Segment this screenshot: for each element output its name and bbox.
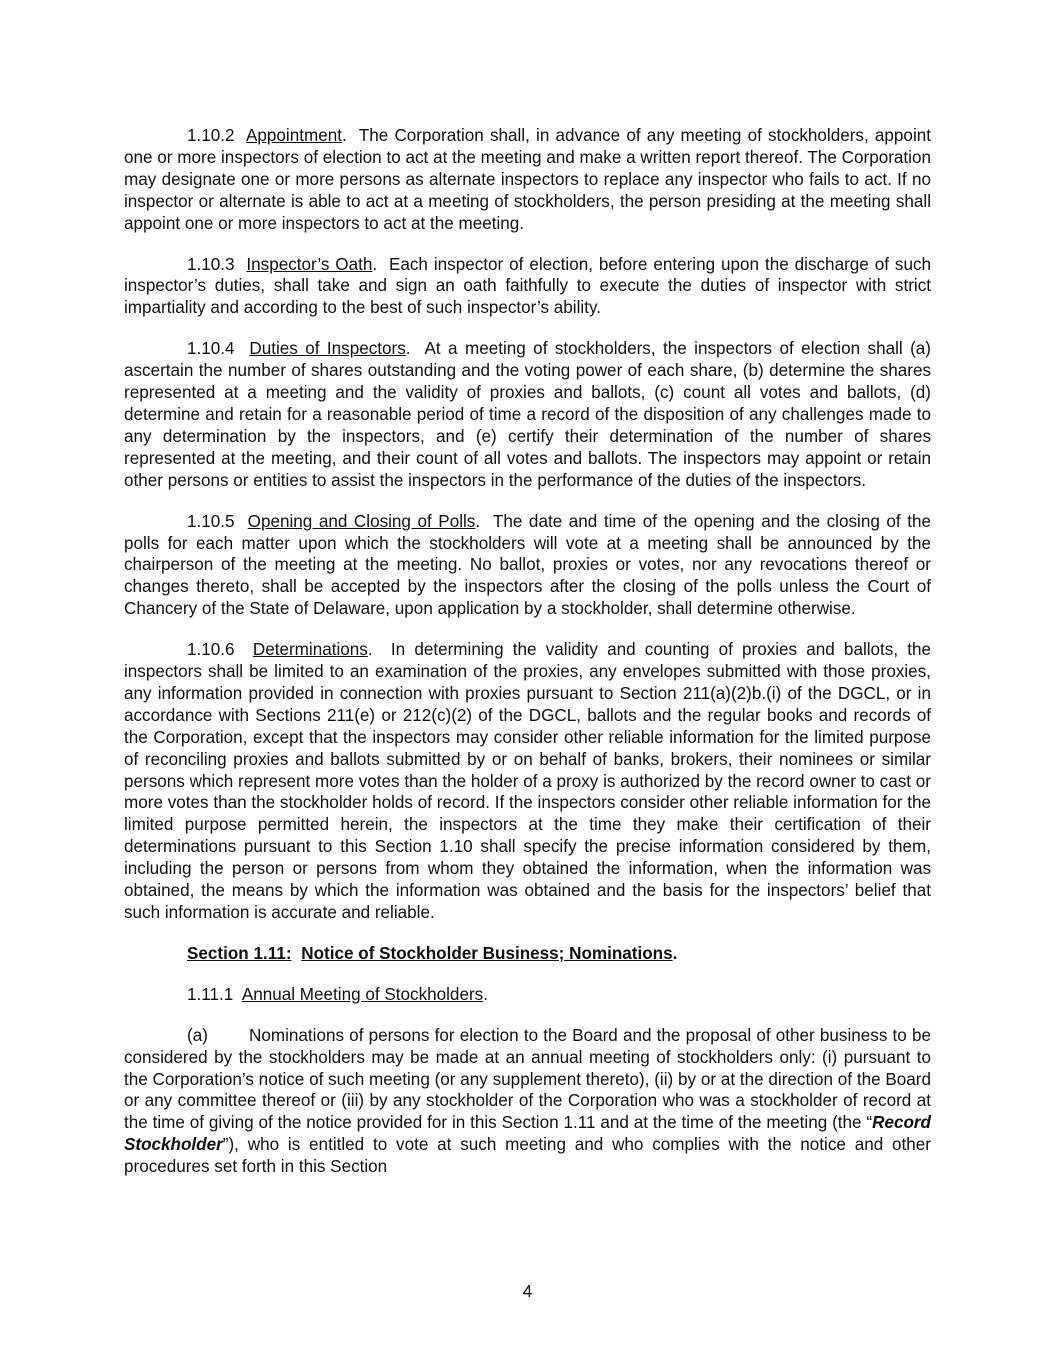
section-heading: Appointment xyxy=(245,126,342,145)
defined-term: Record Stockholder xyxy=(124,1113,931,1155)
section-text: Each inspector of election, before entering upon the discharge of such inspector’s duties, shall take and sign an oath faithfully to execute the duties of inspector with strict impartiality and according to the best of such inspector’s ability. xyxy=(124,254,931,318)
section-text: At a meeting of stockholders, the inspectors of election shall (a) ascertain the number of shares outstanding and the voting power of each share, (b) determine the shares represented at a meeting and the validity of proxies and ballots, (c) count all votes and ballots, (d) determine and retain for a reasonable period of time a record of the disposition of any challenges made to any determination by the inspectors, and (e) certify their determination of the number of shares represented at the meeting, and their count of all votes and ballots. The inspectors may appoint or retain other persons or entities to assist the inspectors in the performance of the duties of the inspectors. xyxy=(124,339,931,490)
section-1-10-4: 1.10.4 Duties of Inspectors. At a meeting of stockholders, the inspectors of election shall (a) ascertain the number of shares outstanding and the voting power of each share, (b) determine the shares represented at a meeting and the validity of proxies and ballots, (c) count all votes and ballots, (d) determine and retain for a reasonable period of time a record of the disposition of any challenges made to any determination by the inspectors, and (e) certify their determination of the number of shares represented at the meeting, and their count of all votes and ballots. The inspectors may appoint or retain other persons or entities to assist the inspectors in the performance of the duties of the inspectors. xyxy=(124,339,931,490)
section-number: 1.10.2 xyxy=(187,126,235,145)
subsection-heading: Annual Meeting of Stockholders xyxy=(241,984,484,1004)
paragraph-text: Nominations of persons for election to the Board and the proposal of other business to be considered by the stockholders may be made at an annual meeting of stockholders only: (i) pursuant to the Corporation’s notice of such meeting (or any supplement thereto), (ii) by or at the direction of the Board or any committee thereof or (iii) by any stockholder of the Corporation who was a stockholder of record at the time of giving of the notice provided for in this Section 1.11 and at the time of the meeting (the “ xyxy=(124,1025,931,1133)
section-1-11-title: Notice of Stockholder Business; Nominations xyxy=(301,943,673,963)
section-1-10-6: 1.10.6 Determinations. In determining the validity and counting of proxies and ballots, the inspectors shall be limited to an examination of the proxies, any envelopes submitted with those proxies, any information provided in connection with proxies pursuant to Section 211(a)(2)b.(i) of the DGCL, or in accordance with Sections 211(e) or 212(c)(2) of the DGCL, ballots and the regular books and records of the Corporation, except that the inspectors may consider other reliable information for the limited purpose of reconciling proxies and ballots submitted by or on behalf of banks, brokers, their nominees or similar persons which represent more votes than the holder of a proxy is authorized by the record owner to cast or more votes than the stockholder holds of record. If the inspectors consider other reliable information for the limited purpose permitted herein, the inspectors at the time they make their certification of their determinations pursuant to this Section 1.10 shall specify the precise information considered by them, including the person or persons from whom they obtained the information, when the information was obtained, the means by which the information was obtained and the basis for the inspectors’ belief that such information is accurate and reliable. xyxy=(124,640,932,922)
page-number: 4 xyxy=(522,1282,533,1301)
paragraph-text-continued: ”), who is entitled to vote at such meeting and who complies with the notice and other procedures set forth in this Section xyxy=(124,1135,931,1177)
section-1-10-5: 1.10.5 Opening and Closing of Polls. The date and time of the opening and the closing of the polls for each matter upon which the stockholders will vote at a meeting shall be announced by the chairperson of the meeting at the meeting. No ballot, proxies or votes, nor any revocations thereof or changes thereto, shall be accepted by the inspectors after the closing of the polls unless the Court of Chancery of the State of Delaware, upon application by a stockholder, shall determine otherwise. xyxy=(124,511,931,619)
section-1-11-number: Section 1.11: xyxy=(187,943,292,963)
section-text: The date and time of the opening and the closing of the polls for each matter upon which the stockholders will vote at a meeting shall be announced by the chairperson of the meeting at the meeting. No ballot, proxies or votes, nor any revocations thereof or changes thereto, shall be accepted by the inspectors after the closing of the polls unless the Court of Chancery of the State of Delaware, upon application by a stockholder, shall determine otherwise. xyxy=(124,511,931,619)
section-1-11-period: . xyxy=(672,943,678,963)
subsection-period: . xyxy=(483,984,488,1004)
document-page xyxy=(124,125,931,1178)
paragraph-label: (a) xyxy=(187,1025,208,1045)
section-heading: Determinations xyxy=(252,640,368,660)
subsection-number: 1.11.1 xyxy=(187,984,234,1004)
paragraph-a xyxy=(124,1025,931,1178)
section-text: In determining the validity and counting of proxies and ballots, the inspectors shall be limited to an examination of the proxies, any envelopes submitted with those proxies, any information provided in connection with proxies pursuant to Section 211(a)(2)b.(i) of the DGCL, or in accordance with Sections 211(e) or 212(c)(2) of the DGCL, ballots and the regular books and records of the Corporation, except that the inspectors may consider other reliable information for the limited purpose of reconciling proxies and ballots submitted by or on behalf of banks, brokers, their nominees or similar persons which represent more votes than the holder of a proxy is authorized by the record owner to cast or more votes than the stockholder holds of record. If the inspectors consider other reliable information for the limited purpose permitted herein, the inspectors at the time they make their certification of their determinations pursuant to this Section 1.10 shall specify the precise information considered by them, including the person or persons from whom they obtained the information, when the information was obtained, the means by which the information was obtained and the basis for the inspectors’ belief that such information is accurate and reliable. xyxy=(124,640,932,922)
section-heading: Opening and Closing of Polls xyxy=(247,511,476,531)
subsection-1-11-1 xyxy=(124,984,931,1006)
section-text: The Corporation shall, in advance of any meeting of stockholders, appoint one or more inspectors of election to act at the meeting and make a written report thereof. The Corporation may designate one or more persons as alternate inspectors to replace any inspector who fails to act. If no inspector or alternate is able to act at a meeting of stockholders, the person presiding at the meeting shall appoint one or more inspectors to act at the meeting. xyxy=(124,126,931,233)
section-1-11-heading xyxy=(187,943,931,965)
section-number: 1.10.5 xyxy=(187,511,235,531)
section-number: 1.10.6 xyxy=(187,640,235,660)
section-1-10-2: 1.10.2 Appointment. The Corporation shall, in advance of any meeting of stockholders, appoint one or more inspectors of election to act at the meeting and make a written report thereof. The Corporation may designate one or more persons as alternate inspectors to replace any inspector who fails to act. If no inspector or alternate is able to act at a meeting of stockholders, the person presiding at the meeting shall appoint one or more inspectors to act at the meeting. xyxy=(124,126,931,233)
section-1-10-3: 1.10.3 Inspector’s Oath. Each inspector of election, before entering upon the discharge of such inspector’s duties, shall take and sign an oath faithfully to execute the duties of inspector with strict impartiality and according to the best of such inspector’s ability. xyxy=(124,254,931,318)
section-number: 1.10.4 xyxy=(187,339,235,359)
section-heading: Duties of Inspectors xyxy=(249,339,406,359)
section-heading: Inspector’s Oath xyxy=(246,254,373,274)
section-number: 1.10.3 xyxy=(187,254,235,274)
